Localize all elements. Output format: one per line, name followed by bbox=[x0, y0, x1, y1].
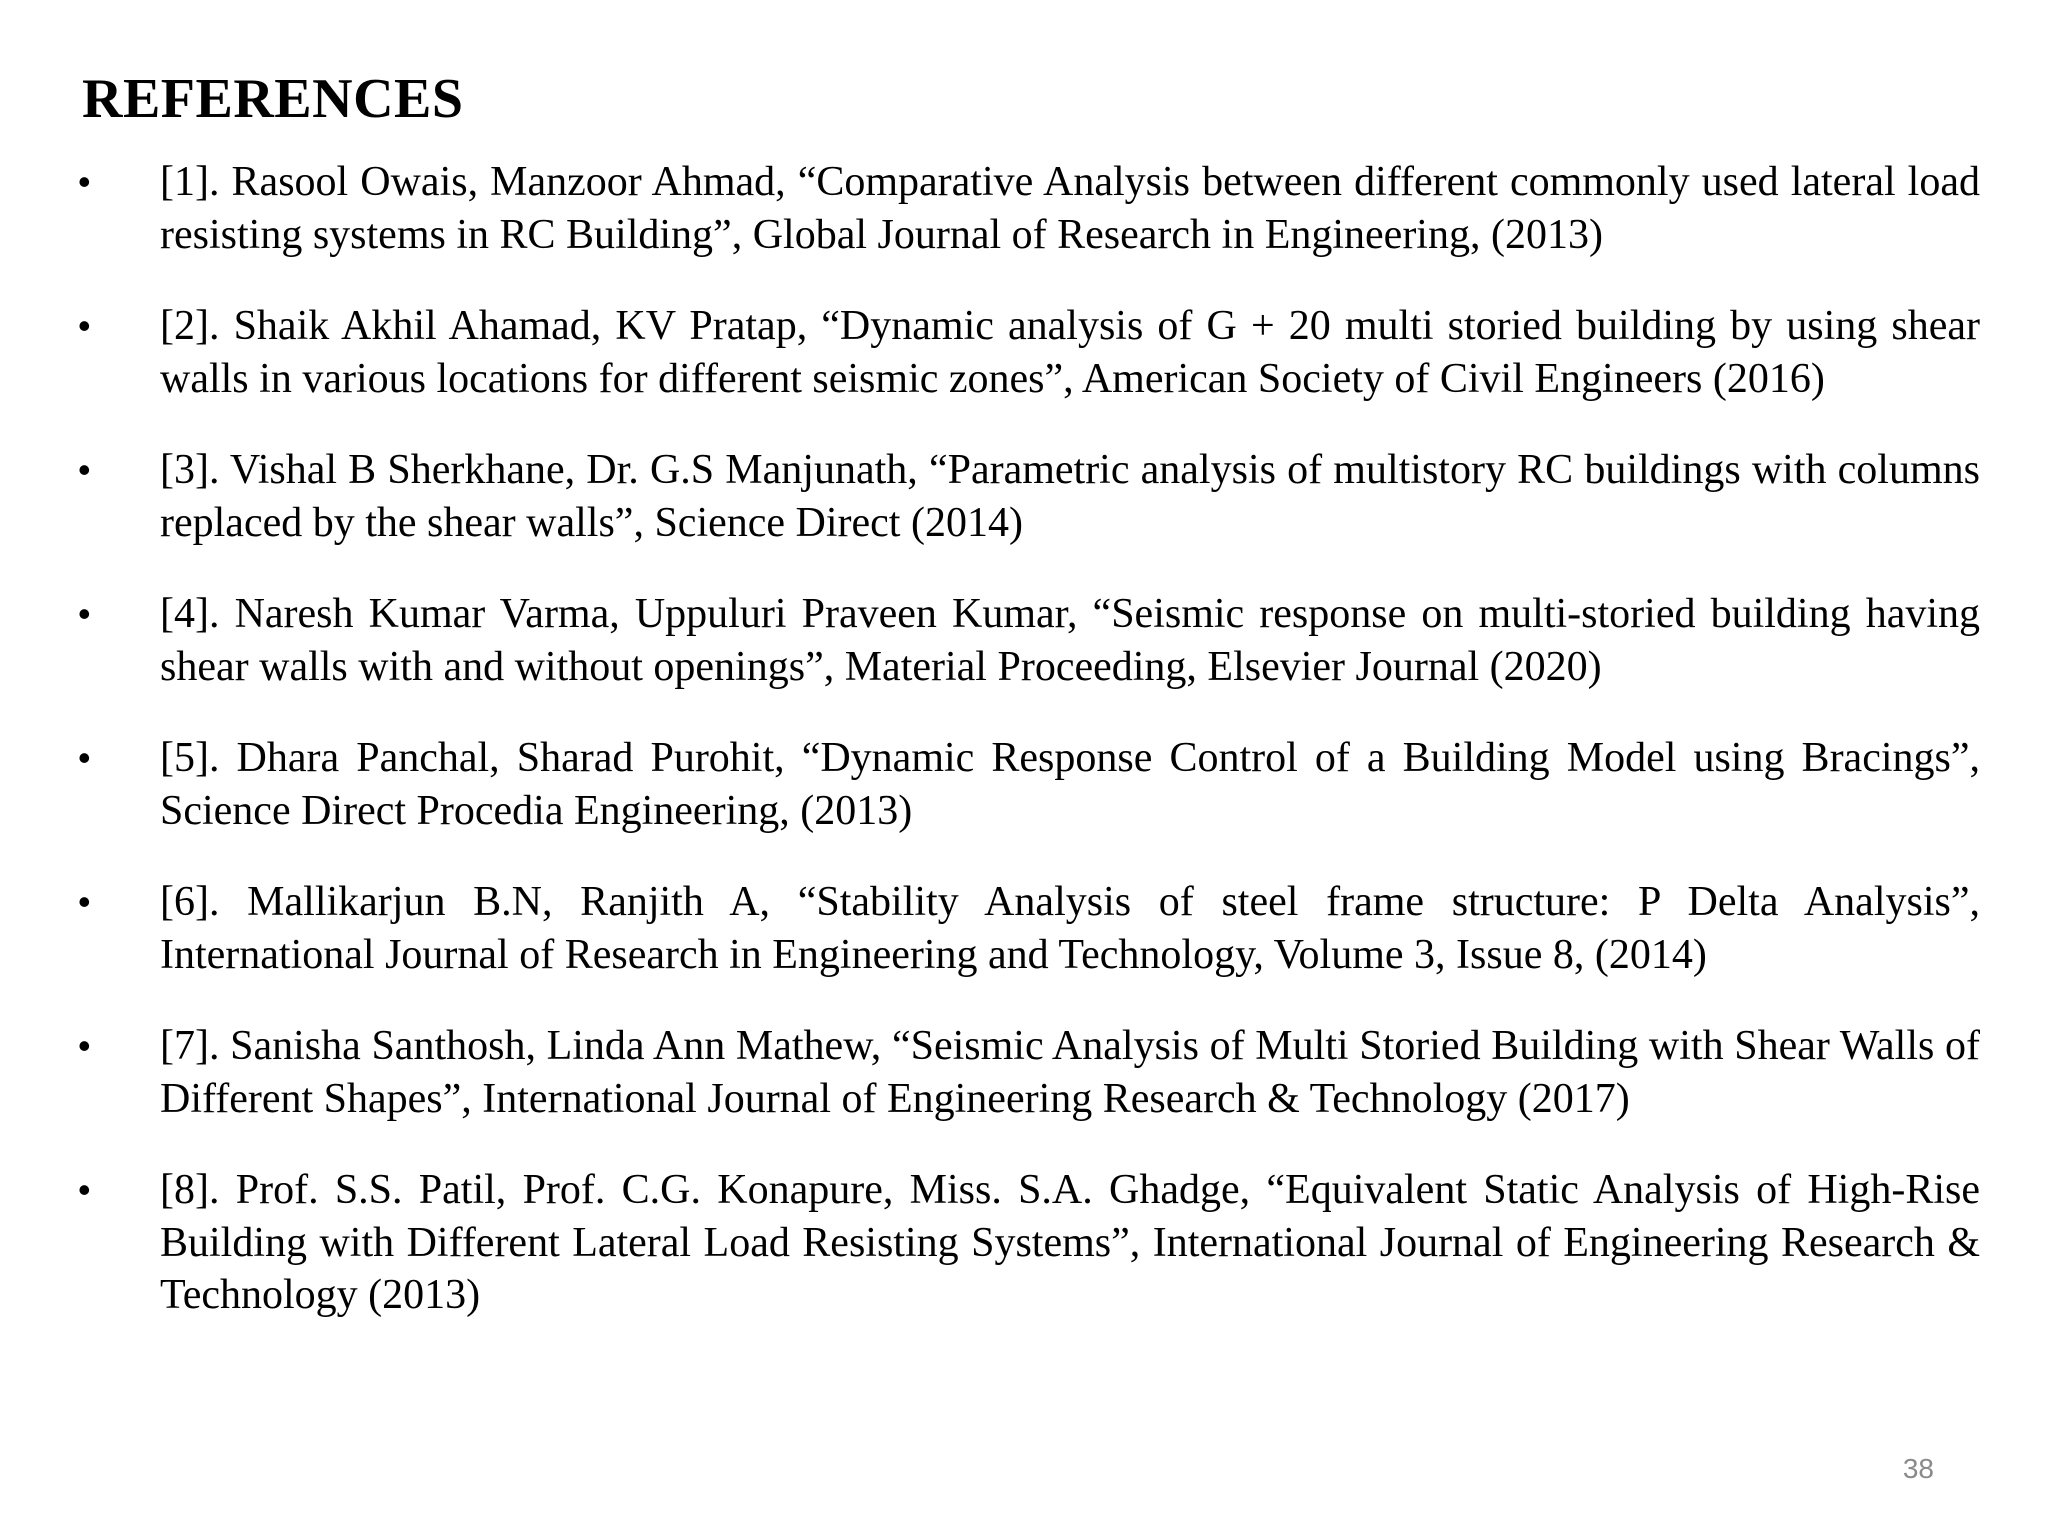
reference-item bbox=[78, 156, 1980, 261]
bullet-icon: • bbox=[78, 449, 91, 490]
bullet-icon: • bbox=[78, 1169, 91, 1210]
page-title: REFERENCES bbox=[82, 68, 464, 130]
page-number: 38 bbox=[1902, 1453, 1934, 1484]
bullet-icon: • bbox=[78, 305, 91, 346]
reference-item bbox=[78, 1164, 1980, 1322]
bullet-icon: • bbox=[78, 593, 91, 634]
bullet-icon: • bbox=[78, 737, 91, 778]
reference-text: [3]. Vishal B Sherkhane, Dr. G.S Manjunath, “Parametric analysis of multistory RC buildings with columns replaced by the shear walls”, Science Direct (2014) bbox=[160, 447, 1980, 546]
reference-item bbox=[78, 300, 1980, 405]
reference-item bbox=[78, 732, 1980, 837]
reference-text: [1]. Rasool Owais, Manzoor Ahmad, “Comparative Analysis between different commonly used lateral load resisting systems in RC Building”, Global Journal of Research in Engineering, (2013) bbox=[160, 159, 1980, 258]
reference-item bbox=[78, 588, 1980, 693]
reference-text: [6]. Mallikarjun B.N, Ranjith A, “Stability Analysis of steel frame structure: P Delta Analysis”, International Journal of Research in Engineering and Technology, Volume 3, Issue 8, (2014) bbox=[160, 879, 1980, 978]
bullet-icon: • bbox=[78, 161, 91, 202]
reference-text: [4]. Naresh Kumar Varma, Uppuluri Praveen Kumar, “Seismic response on multi-storied building having shear walls with and without openings”, Material Proceeding, Elsevier Journal (2020) bbox=[160, 591, 1980, 690]
reference-list bbox=[78, 156, 1980, 1361]
reference-item bbox=[78, 444, 1980, 549]
reference-text: [7]. Sanisha Santhosh, Linda Ann Mathew, “Seismic Analysis of Multi Storied Building with Shear Walls of Different Shapes”, International Journal of Engineering Research & Technology (2017) bbox=[160, 1023, 1980, 1122]
reference-text: [5]. Dhara Panchal, Sharad Purohit, “Dynamic Response Control of a Building Model using Bracings”, Science Direct Procedia Engineering, (2013) bbox=[160, 735, 1980, 834]
reference-item bbox=[78, 1020, 1980, 1125]
reference-text: [2]. Shaik Akhil Ahamad, KV Pratap, “Dynamic analysis of G + 20 multi storied building by using shear walls in various locations for different seismic zones”, American Society of Civil Engineers (2016) bbox=[160, 303, 1980, 402]
reference-text: [8]. Prof. S.S. Patil, Prof. C.G. Konapure, Miss. S.A. Ghadge, “Equivalent Static Analysis of High-Rise Building with Different Lateral Load Resisting Systems”, International Journal of Engineering Research & Technology (2013) bbox=[160, 1167, 1980, 1318]
reference-item bbox=[78, 876, 1980, 981]
bullet-icon: • bbox=[78, 881, 91, 922]
bullet-icon: • bbox=[78, 1025, 91, 1066]
